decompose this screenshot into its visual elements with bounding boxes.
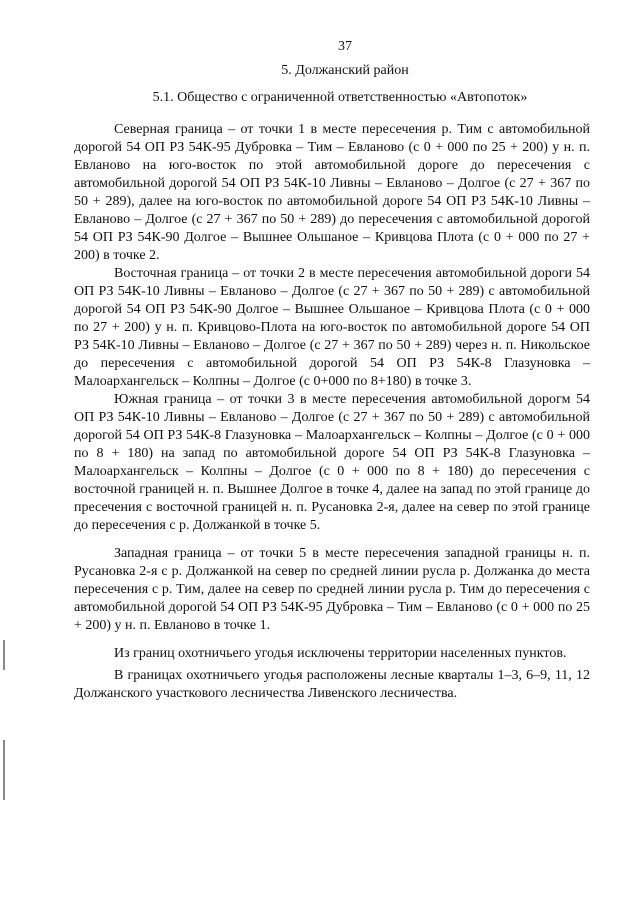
paragraph-east-boundary: Восточная граница – от точки 2 в месте пересечения автомобильной дороги 54 ОП РЗ 54К-10 Ливны – Евланово – Долгое (с 27 + 367 по 50 + 289) с автомобильной дорогой 54 ОП РЗ 54К-90 Долгое – Вышнее Ольшаное – Кривцова Плота (с 0 + 000 по 27 + 200) у н. п. Кривцово-Плота на юго-восток по автомобильной дороге 54 ОП РЗ 54К-10 Ливны – Евланово – Долгое (с 27 + 367 по 50 + 289) через н. п. Никольское до пересечения с автомобильной дорогой 54 ОП РЗ 54К-8 Глазуновка – Малоархангельск – Колпны – Долгое (с 0+000 по 8+180) в точке 3. (74, 266, 590, 389)
paragraph-north-boundary: Северная граница – от точки 1 в месте пересечения р. Тим с автомобильной дорогой 54 ОП РЗ 54К-95 Дубровка – Тим – Евланово (с 0 + 000 по 25 + 200) у н. п. Евланово на юго-восток по этой автомобильной дороге до пересечения с автомобильной дорогой 54 ОП РЗ 54К-10 Ливны – Евланово – Долгое (с 27 + 367 по 50 + 289), далее на юго-восток по автомобильной дороге 54 ОП РЗ 54К-10 Ливны – Евланово – Долгое (с 27 + 367 по 50 + 289) до пересечения с автомобильной дорогой 54 ОП РЗ 54К-90 Долгое – Вышнее Ольшаное – Кривцова Плота (с 0 + 000 по 27 + 200) в точке 2. (74, 122, 590, 263)
scan-margin-mark (3, 740, 5, 800)
paragraph-west-boundary: Западная граница – от точки 5 в месте пересечения западной границы н. п. Русановка 2-я с р. Должанкой на север по средней линии русла р. Должанка до места пересечения с р. Тим, далее на север по средней линии русла р. Тим до пересечения с автомобильной дорогой 54 ОП РЗ 54К-95 Дубровка – Тим – Евланово (с 0 + 000 по 25 + 200) у н. п. Евланово в точке 1. (74, 546, 590, 633)
subsection-title: 5.1. Общество с ограниченной ответственностью «Автопоток» (152, 90, 528, 105)
scan-margin-mark (3, 640, 5, 670)
section-title: 5. Должанский район (281, 63, 409, 78)
page-number: 37 (338, 39, 352, 54)
paragraph-south-boundary: Южная граница – от точки 3 в месте пересечения автомобильной дорогм 54 ОП РЗ 54К-10 Ливны – Евланово – Долгое (с 27 + 367 по 50 + 289) с автомобильной дорогой 54 ОП РЗ 54К-8 Глазуновка – Малоархангельск – Колпны – Долгое (с 0 + 000 по 8 + 180) на запад по автомобильной дороге 54 ОП РЗ 54К-8 Глазуновка – Малоархангельск – Колпны – Долгое (с 0 + 000 по 8 + 180) до пересечения с восточной границей н. п. Вышнее Долгое в точке 4, далее на запад по этой границе до пресечения с восточной границей н. п. Русановка 2-я, далее на север по этой границе до пересечения с р. Должанкой в точке 5. (74, 392, 590, 533)
paragraph-excluded-territories: Из границ охотничьего угодья исключены территории населенных пунктов. (114, 646, 567, 661)
document-page (74, 38, 590, 703)
paragraph-forest-quarters: В границах охотничьего угодья расположены лесные кварталы 1–3, 6–9, 11, 12 Должанского участкового лесничества Ливенского лесничества. (74, 668, 590, 701)
